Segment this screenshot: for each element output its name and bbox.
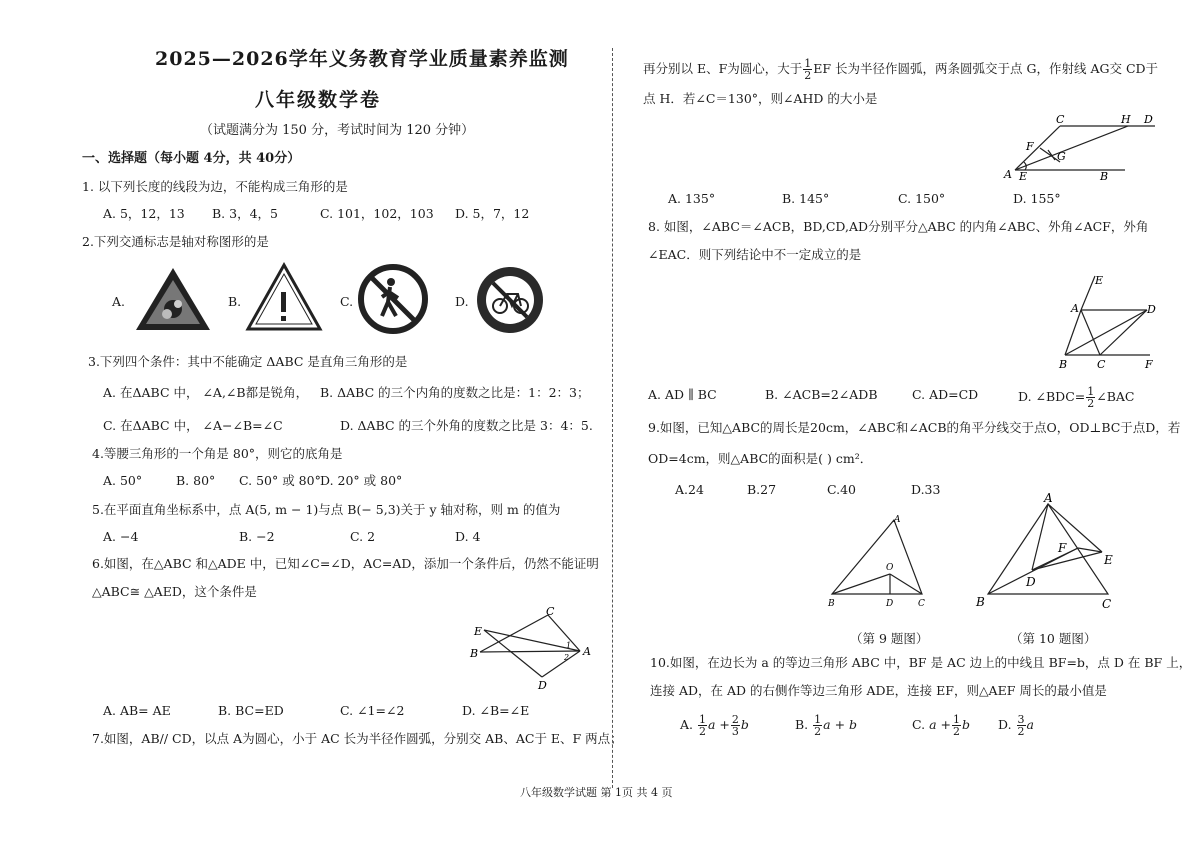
warning-sign-icon xyxy=(246,262,322,332)
q9-label-d: D xyxy=(886,599,894,609)
q10-stem: 10.如图，在边长为 a 的等边三角形 ABC 中，BF 是 AC 边上的中线且 BF=b，点 D 在 BF 上， xyxy=(650,655,1192,670)
q10-option-b: B. $\frac{1}{2}$ a + b xyxy=(795,713,858,738)
q8-option-b: B. ∠ACB=2∠ADB xyxy=(765,387,878,402)
q10-label-f: F xyxy=(1058,541,1067,555)
q9-label-b: B xyxy=(828,599,835,609)
q9-caption: （第 9 题图） xyxy=(850,631,929,646)
q6-label-b: B xyxy=(470,647,479,660)
q9-option-c: C.40 xyxy=(827,482,856,497)
q4-option-b: B. 80° xyxy=(176,473,216,488)
q9-label-o: O xyxy=(886,563,894,573)
q10-figure xyxy=(972,490,1122,615)
q1-stem: 1. 以下列长度的线段为边，不能构成三角形的是 xyxy=(82,179,348,194)
q2-option-a: A. xyxy=(112,294,126,309)
q3-option-a: A. 在ΔABC 中， ∠A,∠B都是锐角， xyxy=(103,385,309,400)
q2-option-d: D. xyxy=(455,294,469,309)
page-footer: 八年级数学试题 第 1页 共 4 页 xyxy=(520,786,673,799)
q8-label-d: D xyxy=(1147,303,1156,316)
q8-label-f: F xyxy=(1145,358,1153,371)
q5-option-b: B. −2 xyxy=(239,529,275,544)
column-divider xyxy=(612,48,613,788)
q4-option-a: A. 50° xyxy=(103,473,143,488)
exam-note: （试题满分为 150 分，考试时间为 120 分钟） xyxy=(200,123,475,138)
q8-label-a: A xyxy=(1071,302,1079,315)
q8-label-c: C xyxy=(1097,358,1106,371)
q9-option-d: D.33 xyxy=(911,482,941,497)
q8-label-b: B xyxy=(1059,358,1068,371)
q10-label-c: C xyxy=(1102,597,1112,611)
q10-stem-cont: 连接 AD，在 AD 的右侧作等边三角形 ADE，连接 EF，则△AEF 周长的最小值是 xyxy=(650,683,1107,698)
q1-option-a: A. 5，12，13 xyxy=(103,206,185,221)
q8-option-a: A. AD ∥ BC xyxy=(648,387,717,402)
q4-option-c: C. 50° 或 80° xyxy=(239,473,321,488)
hazard-sign-icon xyxy=(133,264,213,334)
q10-label-e: E xyxy=(1104,553,1113,567)
q1-option-d: D. 5，7，12 xyxy=(455,206,530,221)
q5-stem: 5.在平面直角坐标系中，点 A(5, m − 1)与点 B(− 5,3)关于 y 轴对称，则 m 的值为 xyxy=(92,502,561,517)
q9-figure xyxy=(826,512,936,612)
q10-option-d: D. $\frac{3}{2}$ a xyxy=(998,713,1034,738)
exam-title: 2025—2026学年义务教育学业质量素养监测 xyxy=(155,48,569,70)
q6-label-c: C xyxy=(546,605,555,618)
q6-label-d: D xyxy=(538,679,547,692)
q6-label-2: 2 xyxy=(564,653,570,662)
q2-option-b: B. xyxy=(228,294,242,309)
q9-stem: 9.如图，已知△ABC的周长是20cm，∠ABC和∠ACB的角平分线交于点O，OD⊥BC于点D，若 xyxy=(648,420,1181,435)
q3-stem: 3.下列四个条件：其中不能确定 ΔABC 是直角三角形的是 xyxy=(88,354,408,369)
q6-option-b: B. BC=ED xyxy=(218,703,284,718)
q5-option-a: A. −4 xyxy=(103,529,139,544)
q5-option-c: C. 2 xyxy=(350,529,376,544)
q6-option-d: D. ∠B=∠E xyxy=(462,703,530,718)
q8-option-d: D. ∠BDC= $\frac{1}{2}$ ∠BAC xyxy=(1018,385,1135,410)
q6-label-e: E xyxy=(474,625,483,638)
no-bicycles-sign-icon xyxy=(474,264,546,336)
q8-label-e: E xyxy=(1095,274,1104,287)
q4-option-d: D. 20° 或 80° xyxy=(320,473,403,488)
q7-option-d: D. 155° xyxy=(1013,191,1061,206)
q10-option-a: A. $\frac{1}{2}$ a + $\frac{2}{3}$ b xyxy=(680,713,749,738)
q7-label-g: G xyxy=(1057,150,1066,163)
q1-option-c: C. 101，102，103 xyxy=(320,206,434,221)
q6-option-c: C. ∠1=∠2 xyxy=(340,703,405,718)
q6-option-a: A. AB= AE xyxy=(103,703,171,718)
q8-option-c: C. AD=CD xyxy=(912,387,979,402)
q5-option-d: D. 4 xyxy=(455,529,481,544)
q9-option-b: B.27 xyxy=(747,482,777,497)
q2-stem: 2.下列交通标志是轴对称图形的是 xyxy=(82,234,269,249)
q7-stem: 7.如图，AB// CD，以点 A为圆心，小于 AC 长为半径作圆弧，分别交 AB、AC于 E、F 两点； xyxy=(92,731,623,746)
q7-label-d: D xyxy=(1144,113,1153,126)
q6-stem-cont: △ABC≅ △AED，这个条件是 xyxy=(92,584,257,599)
q3-option-c: C. 在ΔABC 中， ∠A−∠B=∠C xyxy=(103,418,283,433)
q7-label-h: H xyxy=(1121,113,1131,126)
q10-label-d: D xyxy=(1026,575,1036,589)
q10-option-c: C. a + $\frac{1}{2}$ b xyxy=(912,713,970,738)
q7-label-b: B xyxy=(1100,170,1109,183)
q8-figure xyxy=(1055,270,1165,370)
q7-option-c: C. 150° xyxy=(898,191,946,206)
q7-option-b: B. 145° xyxy=(782,191,830,206)
q7-label-a: A xyxy=(1004,168,1012,181)
q10-caption: （第 10 题图） xyxy=(1010,631,1097,646)
q7-cont-1: 再分别以 E、F为圆心，大于 $\frac{1}{2}$ EF 长为半径作圆弧，两条圆弧交于点 G，作射线 AG交 CD于 xyxy=(643,57,1159,82)
q10-label-a: A xyxy=(1044,491,1053,505)
q7-label-f: F xyxy=(1026,140,1034,153)
q7-label-e: E xyxy=(1019,170,1028,183)
q1-option-b: B. 3，4，5 xyxy=(212,206,278,221)
q9-label-c: C xyxy=(918,599,925,609)
q3-option-b: B. ΔABC 的三个内角的度数之比是：1：2：3； xyxy=(320,385,590,400)
q7-figure xyxy=(1000,112,1160,184)
q8-stem-cont: ∠EAC．则下列结论中不一定成立的是 xyxy=(648,247,862,262)
q6-label-a: A xyxy=(583,645,591,658)
q7-label-c: C xyxy=(1056,113,1065,126)
no-pedestrians-sign-icon xyxy=(358,264,428,334)
q4-stem: 4.等腰三角形的一个角是 80°，则它的底角是 xyxy=(92,446,343,461)
q9-stem-cont: OD=4cm，则△ABC的面积是( ) cm²． xyxy=(648,451,873,466)
q6-figure xyxy=(470,605,600,690)
q6-label-1: 1 xyxy=(566,641,572,650)
q6-stem: 6.如图，在△ABC 和△ADE 中，已知∠C=∠D，AC=AD，添加一个条件后，仍然不能证明 xyxy=(92,556,599,571)
q2-option-c: C. xyxy=(340,294,354,309)
q7-option-a: A. 135° xyxy=(668,191,716,206)
q7-cont-2: 点 H．若∠C＝130°，则∠AHD 的大小是 xyxy=(643,91,878,106)
q3-option-d: D. ΔABC 的三个外角的度数之比是 3：4：5. xyxy=(340,418,593,433)
q8-stem: 8. 如图，∠ABC＝∠ACB，BD,CD,AD分别平分△ABC 的内角∠ABC、外角∠ACF，外角 xyxy=(648,219,1149,234)
q9-option-a: A.24 xyxy=(675,482,704,497)
q9-label-a: A xyxy=(894,515,901,525)
section-heading: 一、选择题（每小题 4分，共 40分） xyxy=(82,151,301,166)
exam-subtitle: 八年级数学卷 xyxy=(255,89,382,111)
q10-label-b: B xyxy=(976,595,985,609)
